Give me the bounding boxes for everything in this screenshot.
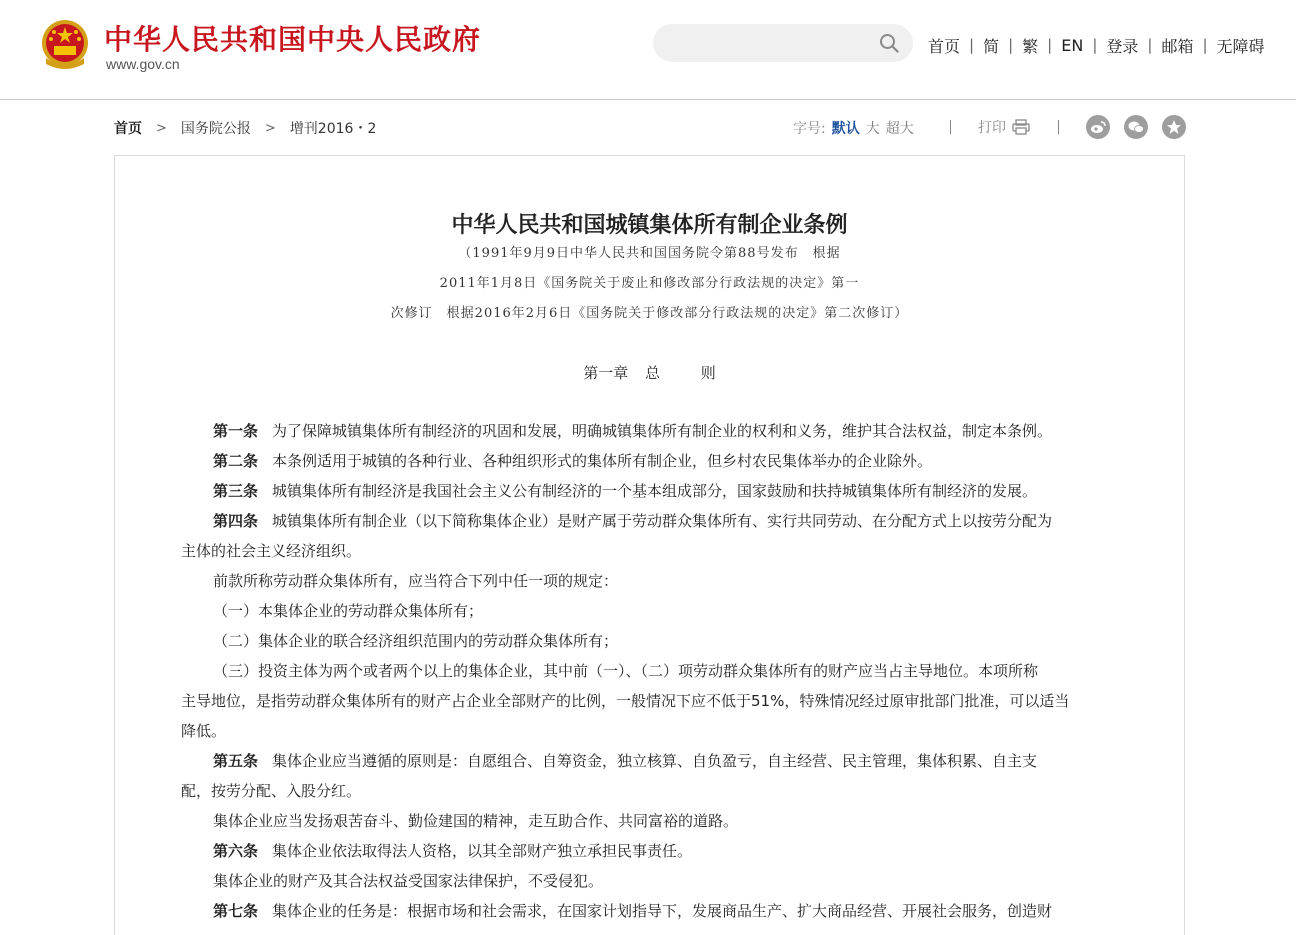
chapter-title-part: 总 bbox=[644, 364, 660, 382]
clause-text: 主导地位，是指劳动群众集体所有的财产占企业全部财产的比例，一般情况下应不低于51%，特殊情况经过原审批部门批准，可以适当 bbox=[181, 692, 1070, 710]
clause-text: 为了保障城镇集体所有制经济的巩固和发展，明确城镇集体所有制企业的权利和义务，维护其合法权益，制定本条例。 bbox=[272, 422, 1053, 440]
font-size-large[interactable]: 大 bbox=[865, 121, 880, 137]
article-clause bbox=[181, 506, 1153, 536]
breadcrumb-home[interactable]: 首页 bbox=[114, 121, 142, 137]
article-line bbox=[181, 596, 1153, 626]
search-icon[interactable] bbox=[879, 33, 899, 53]
nav-mail[interactable]: 邮箱 bbox=[1161, 36, 1194, 56]
nav-login[interactable]: 登录 bbox=[1106, 36, 1139, 56]
toolbar bbox=[114, 114, 1186, 140]
article-line bbox=[181, 686, 1121, 716]
wechat-icon[interactable] bbox=[1124, 115, 1148, 139]
breadcrumb bbox=[114, 118, 376, 138]
chapter-title-part: 则 bbox=[700, 364, 716, 382]
clause-number: 第六条 bbox=[213, 842, 259, 860]
favorite-icon[interactable] bbox=[1162, 115, 1186, 139]
clause-number: 第三条 bbox=[213, 482, 259, 500]
nav-english[interactable]: EN bbox=[1061, 35, 1084, 55]
clause-text: （三）投资主体为两个或者两个以上的集体企业，其中前（一）、（二）项劳动群众集体所有的财产应当占主导地位。本项所称 bbox=[213, 662, 1039, 680]
nav-traditional[interactable]: 繁 bbox=[1022, 36, 1039, 56]
nav-separator: | bbox=[1147, 36, 1153, 54]
font-size-label: 字号: bbox=[793, 121, 826, 137]
clause-text: 集体企业的任务是：根据市场和社会需求，在国家计划指导下，发展商品生产、扩大商品经营、开展社会服务，创造财 bbox=[272, 902, 1053, 920]
clause-text: 城镇集体所有制企业（以下简称集体企业）是财产属于劳动群众集体所有、实行共同劳动、在分配方式上以按劳分配为 bbox=[272, 512, 1053, 530]
article-clause bbox=[181, 446, 1153, 476]
article-line bbox=[181, 776, 1121, 806]
document-subtitle-line: （1991年9月9日中华人民共和国国务院令第88号发布 根据 bbox=[458, 246, 841, 261]
chapter-number: 第一章 bbox=[583, 364, 629, 382]
article-line bbox=[181, 566, 1153, 596]
clause-number: 第二条 bbox=[213, 452, 259, 470]
clause-number: 第七条 bbox=[213, 902, 259, 920]
clause-text: 主体的社会主义经济组织。 bbox=[181, 542, 362, 560]
clause-number: 第一条 bbox=[213, 422, 259, 440]
article-container bbox=[114, 155, 1185, 935]
clause-number: 第五条 bbox=[213, 752, 259, 770]
article-line bbox=[181, 716, 1121, 746]
article-line bbox=[181, 626, 1153, 656]
site-title[interactable]: 中华人民共和国中央人民政府 bbox=[104, 23, 482, 56]
document-subtitle-line: 2011年1月8日《国务院关于废止和修改部分行政法规的决定》第一 bbox=[439, 276, 860, 291]
clause-text: 本条例适用于城镇的各种行业、各种组织形式的集体所有制企业，但乡村农民集体举办的企业除外。 bbox=[272, 452, 933, 470]
search-input[interactable] bbox=[653, 24, 913, 62]
article-line bbox=[181, 866, 1153, 896]
font-size-control bbox=[793, 118, 914, 138]
article-clause bbox=[181, 836, 1153, 866]
clause-text: 集体企业的财产及其合法权益受国家法律保护，不受侵犯。 bbox=[213, 872, 604, 890]
breadcrumb-issue[interactable]: 增刊2016・2 bbox=[289, 121, 377, 137]
print-label: 打印 bbox=[978, 120, 1006, 136]
clause-text: 前款所称劳动群众集体所有，应当符合下列中任一项的规定： bbox=[213, 572, 619, 590]
divider bbox=[1058, 120, 1059, 134]
top-nav bbox=[928, 34, 1265, 56]
nav-accessibility[interactable]: 无障碍 bbox=[1216, 36, 1265, 56]
printer-icon bbox=[1012, 119, 1030, 135]
article-clause bbox=[181, 476, 1153, 506]
nav-separator: | bbox=[1047, 36, 1053, 54]
clause-text: 集体企业应当发扬艰苦奋斗、勤俭建国的精神，走互助合作、共同富裕的道路。 bbox=[213, 812, 739, 830]
divider bbox=[950, 120, 951, 134]
article-line bbox=[181, 806, 1153, 836]
chapter-heading bbox=[115, 362, 1184, 383]
nav-simplified[interactable]: 简 bbox=[983, 36, 1000, 56]
article-clause bbox=[181, 746, 1153, 776]
article-clause bbox=[181, 896, 1153, 926]
article-line bbox=[181, 656, 1153, 686]
clause-text: 集体企业依法取得法人资格，以其全部财产独立承担民事责任。 bbox=[272, 842, 693, 860]
article-line bbox=[181, 536, 1121, 566]
nav-separator: | bbox=[969, 36, 975, 54]
nav-separator: | bbox=[1202, 36, 1208, 54]
site-header bbox=[0, 0, 1296, 100]
font-size-extra-large[interactable]: 超大 bbox=[885, 121, 914, 137]
clause-text: 城镇集体所有制经济是我国社会主义公有制经济的一个基本组成部分，国家鼓励和扶持城镇集体所有制经济的发展。 bbox=[272, 482, 1038, 500]
breadcrumb-gazette[interactable]: 国务院公报 bbox=[180, 121, 251, 137]
print-button[interactable] bbox=[978, 117, 1030, 137]
clause-text: 配，按劳分配、入股分红。 bbox=[181, 782, 362, 800]
nav-separator: | bbox=[1092, 36, 1098, 54]
document-subtitle-line: 次修订 根据2016年2月6日《国务院关于修改部分行政法规的决定》第二次修订） bbox=[390, 306, 909, 321]
chevron-right-icon: > bbox=[156, 120, 167, 136]
article-clause bbox=[181, 416, 1153, 446]
font-size-default[interactable]: 默认 bbox=[831, 121, 860, 137]
national-emblem-icon[interactable] bbox=[40, 18, 90, 72]
clause-text: （二）集体企业的联合经济组织范围内的劳动群众集体所有； bbox=[213, 632, 619, 650]
weibo-icon[interactable] bbox=[1086, 115, 1110, 139]
clause-text: 降低。 bbox=[181, 722, 227, 740]
clause-number: 第四条 bbox=[213, 512, 259, 530]
nav-separator: | bbox=[1008, 36, 1014, 54]
nav-home[interactable]: 首页 bbox=[928, 36, 961, 56]
clause-text: 集体企业应当遵循的原则是：自愿组合、自筹资金，独立核算、自负盈亏，自主经营、民主管理，集体积累、自主支 bbox=[272, 752, 1038, 770]
document-title: 中华人民共和国城镇集体所有制企业条例 bbox=[451, 212, 848, 238]
clause-text: （一）本集体企业的劳动群众集体所有； bbox=[213, 602, 484, 620]
chevron-right-icon: > bbox=[264, 120, 276, 136]
site-url[interactable]: www.gov.cn bbox=[106, 56, 180, 72]
